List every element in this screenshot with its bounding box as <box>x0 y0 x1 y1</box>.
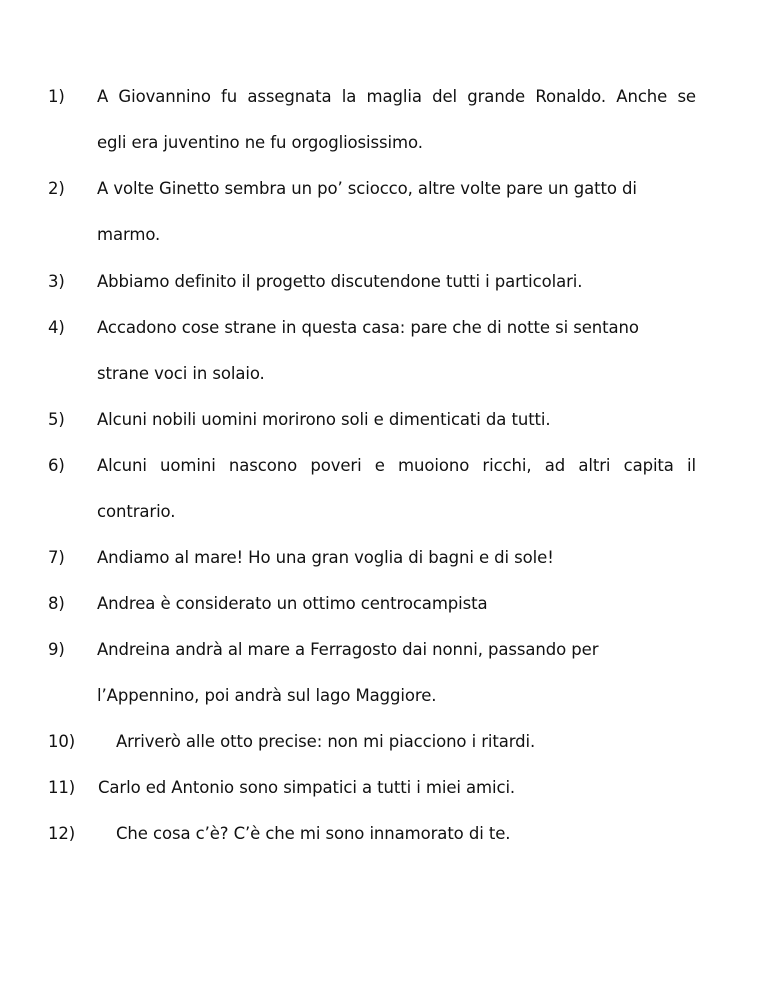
item-number: 3) <box>48 272 65 291</box>
item-number: 11) <box>48 778 76 797</box>
item-number: 9) <box>48 640 65 659</box>
item-number: 1) <box>48 87 65 106</box>
item-text-line: Andiamo al mare! Ho una gran voglia di bagni e di sole! <box>97 548 554 567</box>
item-text-line: Accadono cose strane in questa casa: pare che di notte si sentano <box>97 318 639 337</box>
item-number: 5) <box>48 410 65 429</box>
item-text-line: Carlo ed Antonio sono simpatici a tutti i miei amici. <box>98 778 516 797</box>
item-text-line: Alcuni uomini nascono poveri e muoiono ricchi, ad altri capita il <box>97 456 696 475</box>
item-text-line: Alcuni nobili uomini morirono soli e dimenticati da tutti. <box>97 410 551 429</box>
item-text-line: marmo. <box>97 225 161 244</box>
item-text-line: Andrea è considerato un ottimo centrocampista <box>97 594 488 613</box>
item-text-line: Arriverò alle otto precise: non mi piacciono i ritardi. <box>116 732 536 751</box>
item-text-line: A volte Ginetto sembra un po’ sciocco, altre volte pare un gatto di <box>97 179 637 198</box>
item-text-line: Che cosa c’è? C’è che mi sono innamorato di te. <box>116 824 511 843</box>
item-text-line: Abbiamo definito il progetto discutendone tutti i particolari. <box>97 272 583 291</box>
item-number: 6) <box>48 456 65 475</box>
item-number: 8) <box>48 594 65 613</box>
item-text-line: egli era juventino ne fu orgogliosissimo. <box>97 133 423 152</box>
item-text-line: strane voci in solaio. <box>97 364 265 383</box>
item-number: 12) <box>48 824 76 843</box>
item-number: 4) <box>48 318 65 337</box>
item-number: 7) <box>48 548 65 567</box>
item-text-line: contrario. <box>97 502 176 521</box>
item-number: 2) <box>48 179 65 198</box>
item-text-line: Andreina andrà al mare a Ferragosto dai nonni, passando per <box>97 640 599 659</box>
item-text-line: l’Appennino, poi andrà sul lago Maggiore. <box>97 686 437 705</box>
item-number: 10) <box>48 732 76 751</box>
item-text-line: A Giovannino fu assegnata la maglia del grande Ronaldo. Anche se <box>97 87 696 106</box>
